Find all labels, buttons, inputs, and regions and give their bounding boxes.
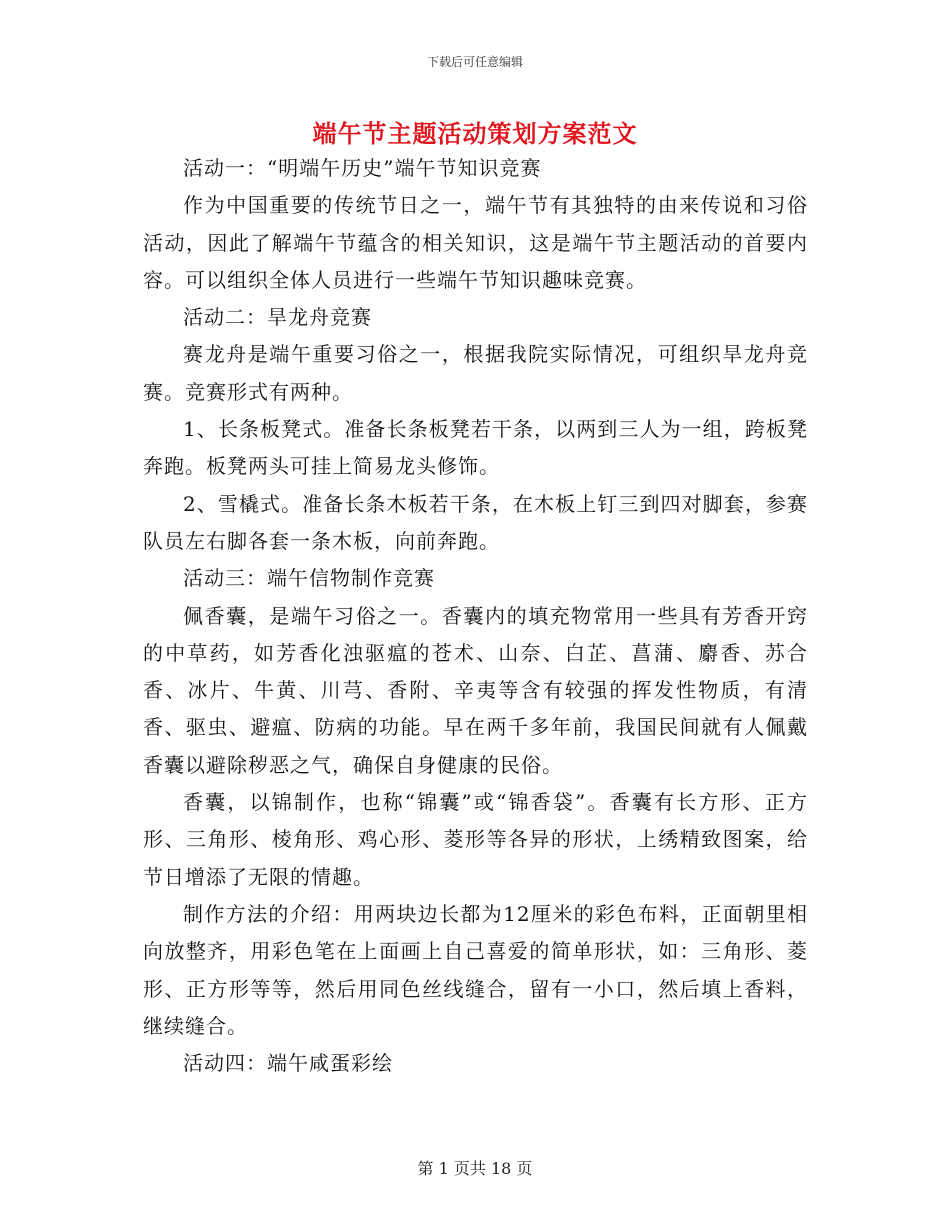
- paragraph-activity-2-body: 赛龙舟是端午重要习俗之一，根据我院实际情况，可组织旱龙舟竞赛。竞赛形式有两种。: [143, 342, 808, 404]
- paragraph-bench-style: 1、长条板凳式。准备长条板凳若干条，以两到三人为一组，跨板凳奔跑。板凳两头可挂上简易龙头修饰。: [143, 417, 808, 479]
- document-title: 端午节主题活动策划方案范文: [312, 119, 638, 148]
- paragraph-activity-3-heading: 活动三：端午信物制作竞赛: [183, 566, 435, 591]
- paragraph-activity-2-heading: 活动二：旱龙舟竞赛: [183, 305, 372, 330]
- header-note: 下载后可任意编辑: [426, 55, 523, 69]
- paragraph-activity-1-heading: 活动一：“明端午历史”端午节知识竞赛: [183, 156, 542, 180]
- paragraph-activity-4-heading: 活动四：端午咸蛋彩绘: [183, 1051, 393, 1076]
- paragraph-activity-1-body: 作为中国重要的传统节日之一，端午节有其独特的由来传说和习俗活动，因此了解端午节蕴含的相关知识，这是端午节主题活动的首要内容。可以组织全体人员进行一些端午节知识趣味竞赛。: [143, 193, 808, 292]
- paragraph-making-method: 制作方法的介绍：用两块边长都为12厘米的彩色布料，正面朝里相向放整齐，用彩色笔在上面画上自己喜爱的简单形状，如：三角形、菱形、正方形等等，然后用同色丝线缝合，留有一小口，然后填上香料，继续缝合。: [143, 901, 808, 1038]
- page-footer: 第 1 页共 18 页: [417, 1159, 533, 1178]
- paragraph-sled-style: 2、雪橇式。准备长条木板若干条，在木板上钉三到四对脚套，参赛队员左右脚各套一条木板，向前奔跑。: [143, 491, 808, 553]
- document-body: [143, 150, 808, 1082]
- paragraph-sachet-shapes: 香囊，以锦制作，也称“锦囊”或“锦香袋”。香囊有长方形、正方形、三角形、棱角形、鸡心形、菱形等各异的形状，上绣精致图案，给节日增添了无限的情趣。: [143, 790, 808, 889]
- paragraph-sachet-intro: 佩香囊，是端午习俗之一。香囊内的填充物常用一些具有芳香开窍的中草药，如芳香化浊驱瘟的苍术、山奈、白芷、菖蒲、麝香、苏合香、冰片、牛黄、川芎、香附、辛夷等含有较强的挥发性物质，有清香、驱虫、避瘟、防病的功能。早在两千多年前，我国民间就有人佩戴香囊以避除秽恶之气，确保自身健康的民俗。: [143, 603, 808, 777]
